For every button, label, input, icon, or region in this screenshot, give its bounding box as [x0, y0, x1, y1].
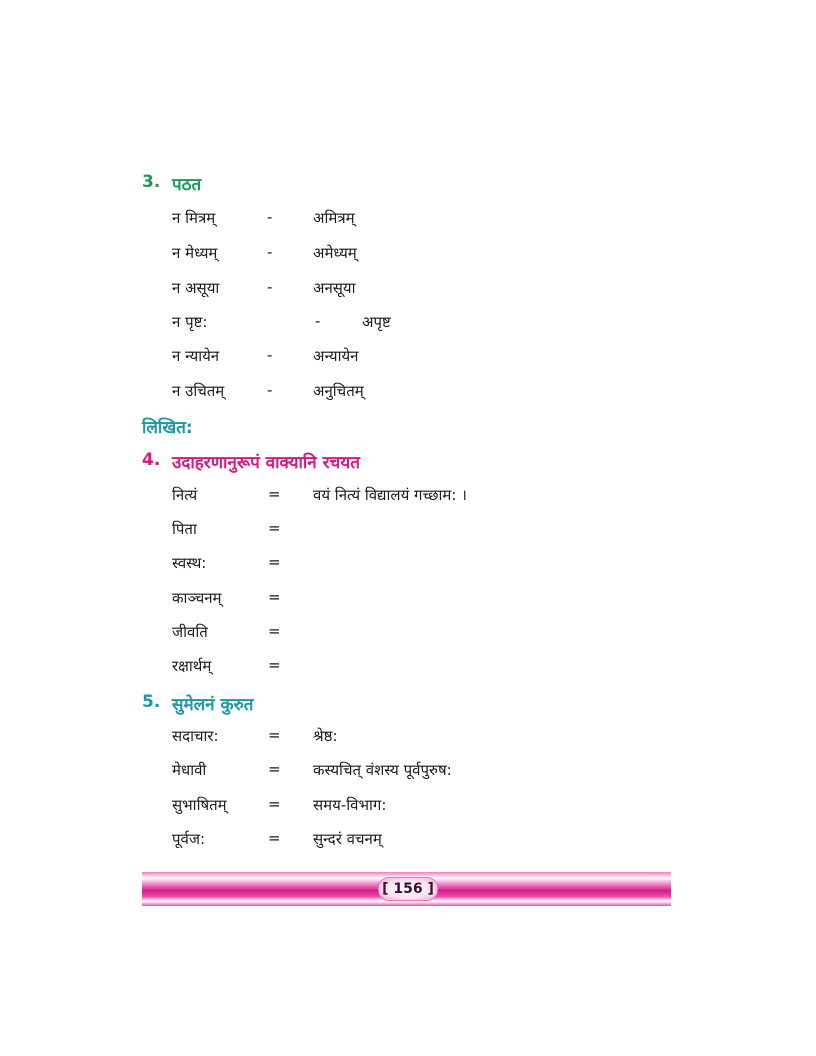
list-item-left: न मित्रम् [172, 209, 216, 227]
list-item-separator: = [268, 553, 281, 571]
list-item-left: पूर्वज: [172, 830, 206, 848]
list-item-left: नित्यं [172, 486, 198, 504]
list-item-right: अनुचितम् [313, 382, 364, 400]
list-item-right: अमेध्यम् [313, 244, 357, 262]
list-item-left: न न्यायेन [172, 347, 220, 365]
list-item-separator: = [268, 622, 281, 640]
list-item-separator: = [268, 485, 281, 503]
list-item-separator: = [268, 726, 281, 744]
list-item-right: वयं नित्यं विद्यालयं गच्छाम: । [313, 486, 467, 504]
list-item-separator: - [267, 346, 273, 364]
list-item-left: सदाचार: [172, 727, 219, 745]
list-item-left: जीवति [172, 623, 208, 641]
list-item-right: अनसूया [313, 279, 356, 297]
list-item-left: न पृष्ट: [172, 313, 208, 331]
list-item-separator: - [267, 208, 273, 226]
section-3-title: पठत [172, 175, 202, 195]
list-item-right: कस्यचित् वंशस्य पूर्वपुरुष: [313, 761, 452, 779]
section-4-title: उदाहरणानुरूपं वाक्यानि रचयत [172, 453, 360, 473]
list-item-left: न असूया [172, 279, 220, 297]
list-item-left: न मेध्यम् [172, 244, 218, 262]
list-item-right: समय-विभाग: [313, 796, 387, 814]
list-item-left: न उचितम् [172, 382, 225, 400]
list-item-left: मेधावी [172, 761, 207, 779]
likhitah-heading: लिखित: [142, 418, 193, 438]
list-item-left: पिता [172, 520, 197, 538]
list-item-right: अमित्रम् [313, 209, 355, 227]
list-item-left: रक्षार्थम् [172, 657, 212, 675]
section-5-number: 5. [142, 692, 161, 712]
list-item-separator: - [267, 278, 273, 296]
list-item-separator: - [315, 312, 321, 330]
list-item-right: श्रेष्ठ: [313, 727, 338, 745]
section-4-number: 4. [142, 450, 161, 470]
list-item-right: सुन्दरं वचनम् [313, 830, 382, 848]
list-item-separator: = [268, 760, 281, 778]
list-item-separator: = [268, 795, 281, 813]
list-item-separator: - [267, 243, 273, 261]
list-item-separator: - [267, 381, 273, 399]
list-item-separator: = [268, 588, 281, 606]
list-item-right: अपृष्ट [362, 313, 391, 331]
page-number: [ 156 ] [378, 877, 438, 901]
list-item-right: अन्यायेन [313, 347, 359, 365]
list-item-left: काञ्चनम् [172, 589, 222, 607]
list-item-separator: = [268, 656, 281, 674]
list-item-left: स्वस्थ: [172, 554, 207, 572]
section-5-title: सुमेलनं कुरुत [172, 695, 254, 715]
list-item-separator: = [268, 519, 281, 537]
list-item-left: सुभाषितम् [172, 796, 227, 814]
list-item-separator: = [268, 829, 281, 847]
section-3-number: 3. [142, 172, 161, 192]
